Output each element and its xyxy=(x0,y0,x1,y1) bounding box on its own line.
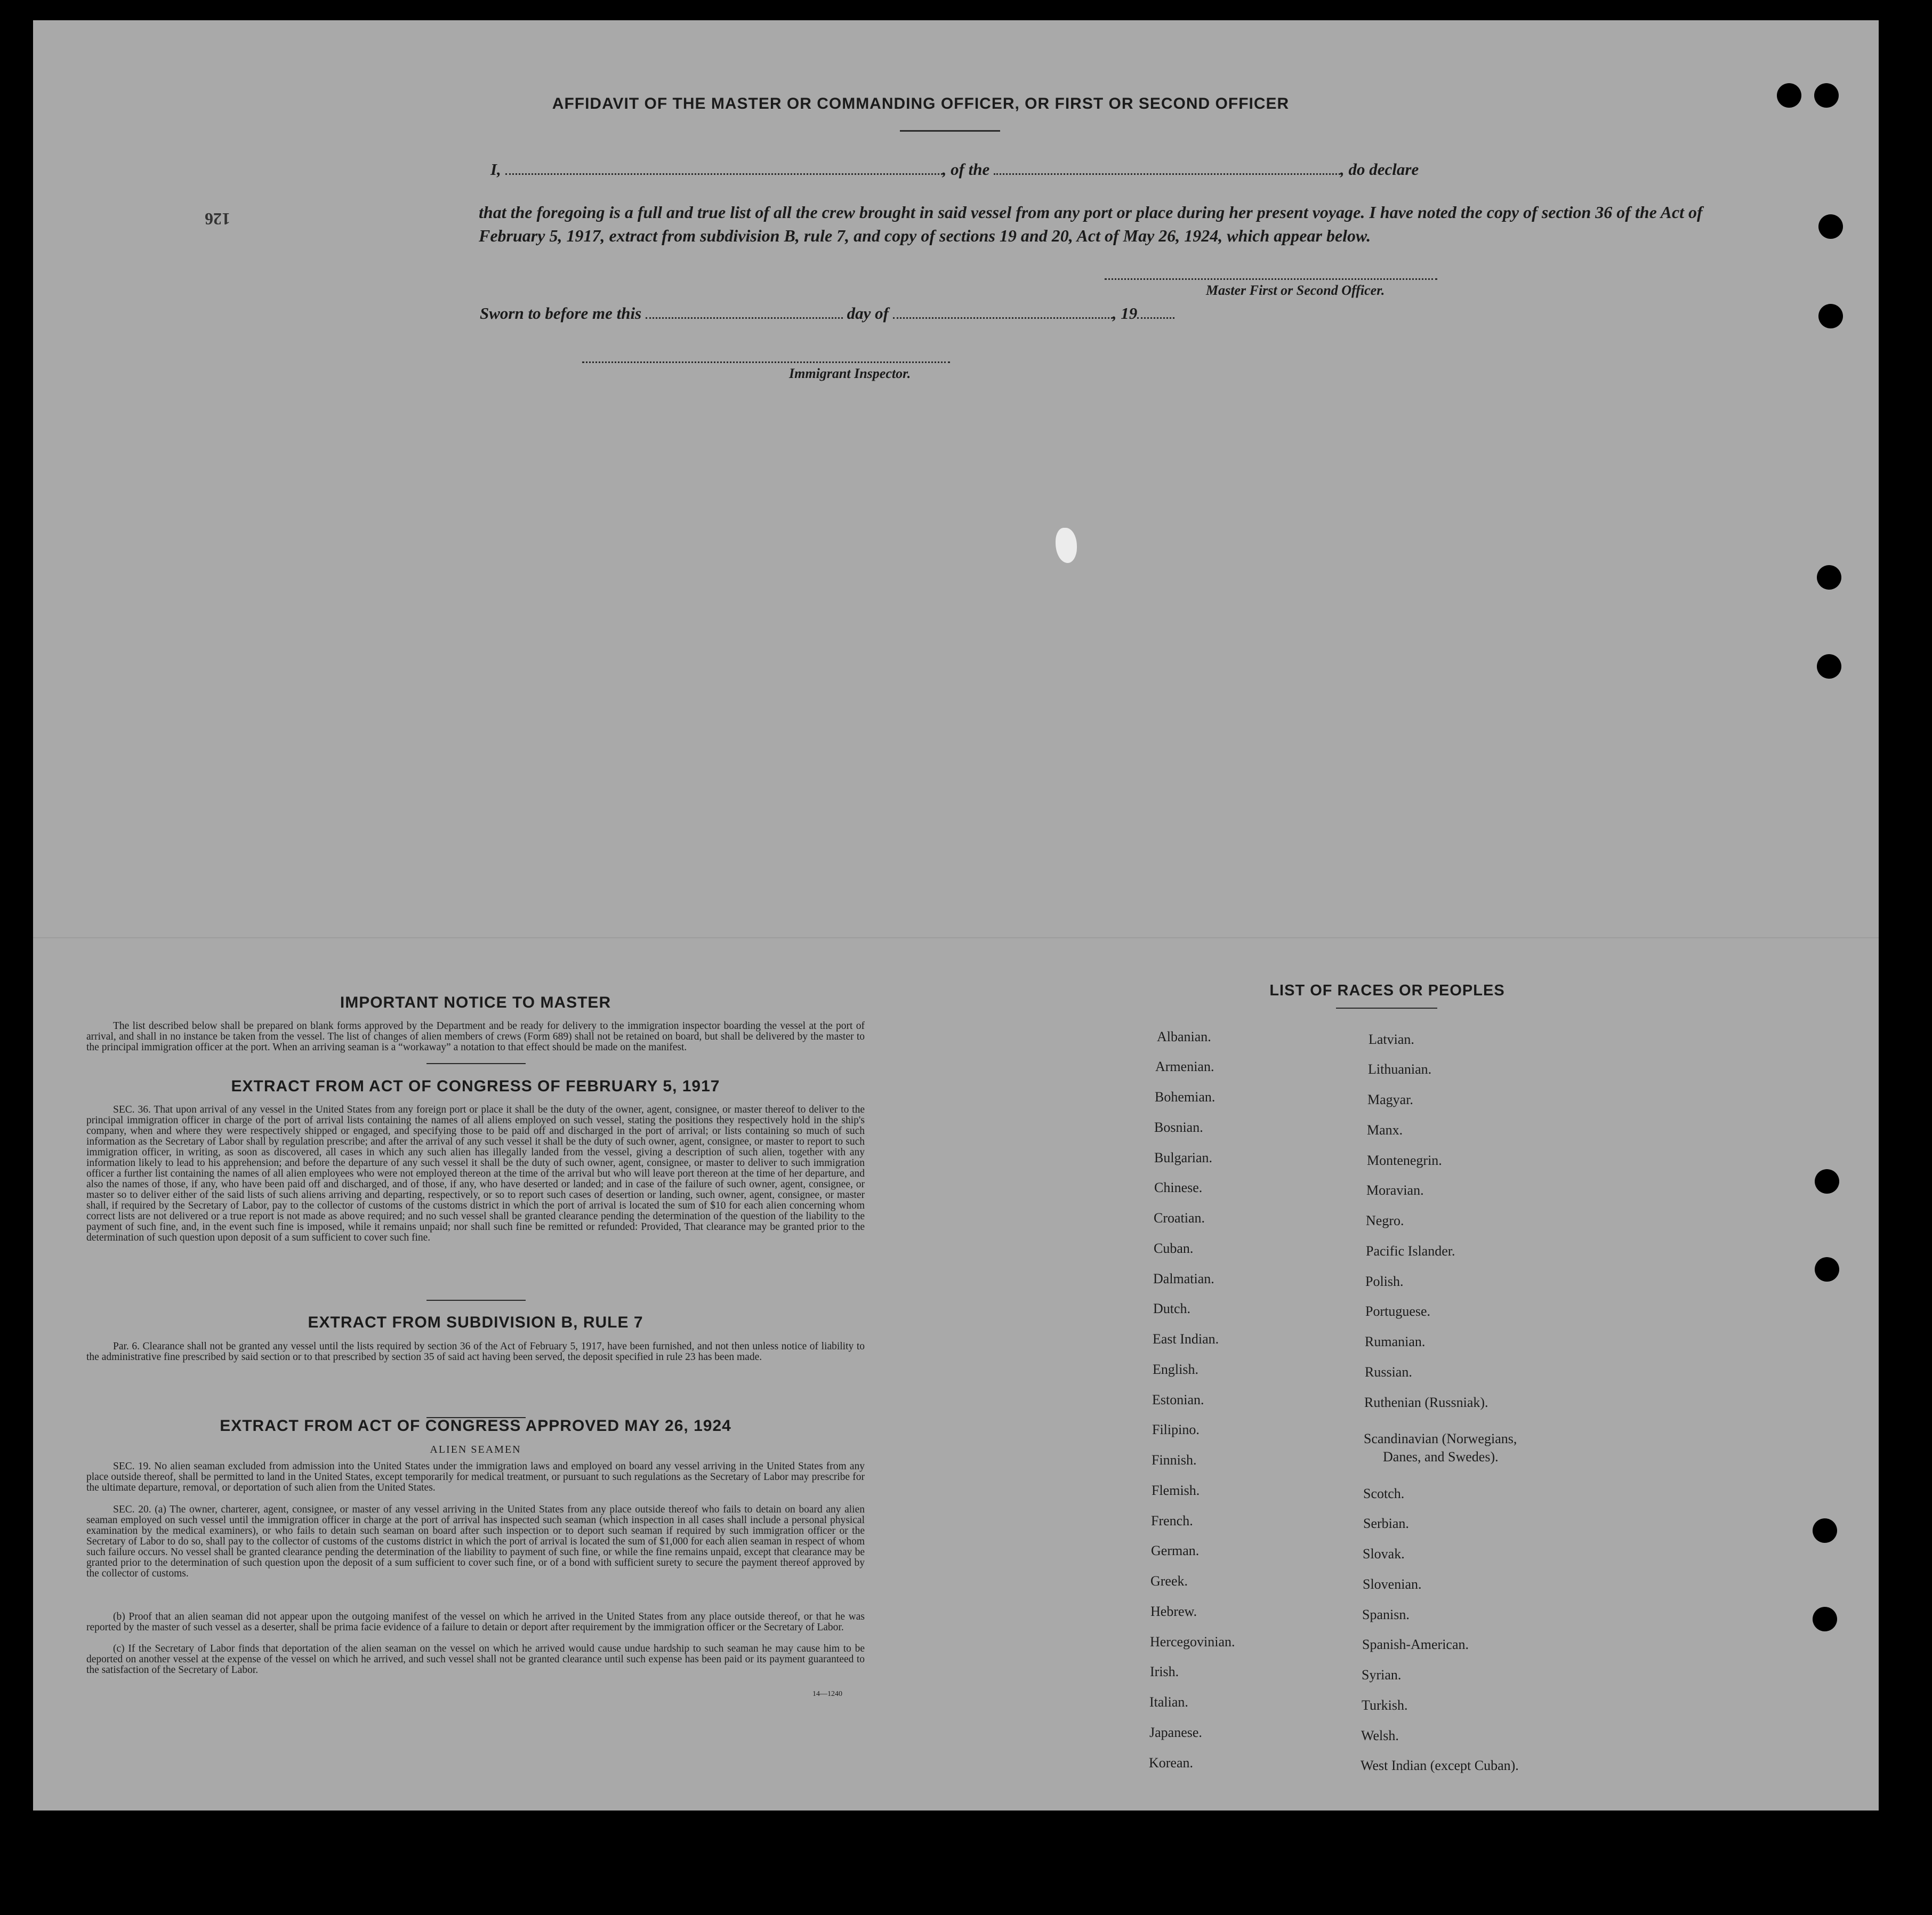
punch-hole xyxy=(1817,565,1841,590)
race-left: Korean. xyxy=(1149,1755,1194,1771)
race-right: Syrian. xyxy=(1362,1667,1402,1683)
affidavit-title: AFFIDAVIT OF THE MASTER OR COMMANDING OFFICER, OR FIRST OR SECOND OFFICER xyxy=(552,95,1290,112)
race-left: Hebrew. xyxy=(1150,1604,1197,1619)
punch-hole xyxy=(1815,1169,1839,1194)
race-left: Croatian. xyxy=(1154,1210,1205,1226)
punch-hole xyxy=(1817,654,1841,679)
race-right: Ruthenian (Russniak). xyxy=(1364,1395,1488,1410)
race-right: West Indian (except Cuban). xyxy=(1361,1758,1519,1773)
affidavit-body: that the foregoing is a full and true list of all the crew brought in said vessel from any port or place during her present voyage. I have noted the copy of section 36 of the Act of February 5, 1917, extract from subdivision B, rule 7, and copy of sections 19 and 20, Act of May 26, 1924, which appear below. xyxy=(479,203,1703,245)
race-right: Spanisn. xyxy=(1362,1607,1410,1622)
race-right: Turkish. xyxy=(1362,1697,1408,1713)
race-right: Magyar. xyxy=(1367,1092,1413,1107)
notice-rule xyxy=(426,1063,526,1064)
race-left: French. xyxy=(1151,1513,1193,1528)
race-right: Pacific Islander. xyxy=(1366,1243,1455,1259)
race-left: East Indian. xyxy=(1153,1331,1219,1347)
i-label: I, xyxy=(490,160,501,179)
race-right: Scotch. xyxy=(1363,1486,1405,1501)
extract-1924-sec19: SEC. 19. No alien seaman excluded from admission into the United States under the immigration laws and employed on board any vessel arriving in the United States from any place outside thereof, shall be permitted to land in the United States, except temporarily for medical treatment, or pursuant to such regulations as the Secretary of Labor may prescribe for the ultimate departure, removal, or deportation of such alien from the United States. xyxy=(86,1461,865,1493)
punch-hole xyxy=(1818,304,1843,328)
day-of-label: day of xyxy=(847,304,889,323)
race-left: Greek. xyxy=(1150,1573,1188,1589)
paper-blemish xyxy=(1056,528,1077,563)
race-left: Flemish. xyxy=(1152,1483,1200,1498)
extract-1924-title: EXTRACT FROM ACT OF CONGRESS APPROVED MAY 26, 1924 xyxy=(220,1417,731,1435)
race-left: Finnish. xyxy=(1152,1452,1197,1468)
race-left: Hercegovinian. xyxy=(1150,1634,1235,1650)
race-left: Chinese. xyxy=(1154,1180,1203,1195)
extract-1924-sec20b: (b) Proof that an alien seaman did not appear upon the outgoing manifest of the vessel on which he arrived in the United States from any place outside thereof, or that he was reported by the master of such vessel as a deserter, shall be prima facie evidence of a failure to detain or deport after requirement by the immigration officer or the Secretary of Labor. xyxy=(86,1611,865,1633)
extract-1917-rule xyxy=(426,1300,526,1301)
race-right: Montenegrin. xyxy=(1367,1153,1442,1168)
race-right: Serbian. xyxy=(1363,1516,1409,1531)
race-left: German. xyxy=(1151,1543,1200,1558)
race-right: Manx. xyxy=(1367,1122,1403,1138)
extract-1924-sec20a: SEC. 20. (a) The owner, charterer, agent, consignee, or master of any vessel arriving in the United States from any place outside thereof who fails to detain on board any alien seaman employed on such vessel until the immigration officer in charge at the port of arrival has inspected such seaman (which inspection in all cases shall include a personal physical examination by the medical examiners), or who fails to detain such seaman on board after such inspection or to deport such seaman if required by such immigration officer or the Secretary of Labor to do so, shall pay to the collector of customs of the customs district in which the port of arrival is located the sum of $1,000 for each alien seaman in respect of whom such failure occurs. No vessel shall be granted clearance pending the determination of the liability to payment of such fine, or while the fine remains unpaid, except that clearance may be granted prior to the determination of such question upon the deposit of a sum sufficient to cover such fine, or of a bond with sufficient surety to secure the payment thereof approved by the collector of customs. xyxy=(86,1504,865,1579)
punch-hole xyxy=(1818,214,1843,239)
race-left: Bosnian. xyxy=(1154,1120,1203,1135)
race-left: Filipino. xyxy=(1152,1422,1200,1437)
race-left: Estonian. xyxy=(1152,1392,1204,1407)
year-prefix: , 19 xyxy=(1112,304,1138,323)
race-left: Italian. xyxy=(1149,1694,1188,1710)
sworn-month-field xyxy=(893,305,1113,319)
extract-1917-text: SEC. 36. That upon arrival of any vessel in the United States from any foreign port or place it shall be the duty of the owner, agent, consignee, or master thereof to deliver to the principal immigration officer in charge of the port of arrival lists containing the names of all aliens employed on such vessel, stating the positions they respectively hold in the ship's company, when and where they were respectively shipped or engaged, and specifying those to be paid off and discharged in the port of arrival; or lists containing so much of such information as the Secretary of Labor shall by regulation prescribe; and after the arrival of any such vessel it shall be the duty of such owner, agent, consignee, or master to report to such immigration officer, in writing, as soon as discovered, all cases in which any such alien has illegally landed from the vessel, giving a description of such alien, together with any information likely to lead to his apprehension; and before the departure of any such vessel it shall be the duty of such owner, agent, consignee, or master to deliver to such immigration officer a further list containing the names of all alien employees who were not employed thereon at the time of the arrival but who will leave port thereon at the time of her departure, and also the names of those, if any, who have been paid off and discharged, and of those, if any, who have deserted or landed; and in case of the failure of such owner, agent, consignee, or master so to deliver either of the said lists of such aliens arriving and departing, respectively, or so to report such cases of desertion or landing, such owner, agent, consignee, or master shall, if required by the Secretary of Labor, pay to the collector of customs of the customs district in which the port of arrival is located the sum of $10 for each alien concerning whom correct lists are not delivered or a true report is not made as above required; and no such vessel shall be granted clearance pending the determination of the question of the liability to the payment of such fine, and, in the event such fine is imposed, while it remains unpaid; nor shall such fine be remitted or refunded: Provided, That clearance may be granted prior to the determination of such question upon deposit of a sum sufficient to cover such fine. xyxy=(86,1104,865,1243)
race-right: Danes, and Swedes). xyxy=(1383,1449,1499,1465)
race-left: Dutch. xyxy=(1153,1301,1191,1316)
race-right: Slovenian. xyxy=(1363,1576,1422,1592)
race-right: Lithuanian. xyxy=(1368,1061,1432,1077)
inspector-signature-line xyxy=(582,360,950,363)
document-page xyxy=(33,20,1879,1811)
race-left: Albanian. xyxy=(1157,1029,1211,1044)
punch-hole xyxy=(1813,1607,1837,1631)
punch-hole xyxy=(1814,83,1839,108)
race-left: English. xyxy=(1153,1362,1198,1377)
fold-line xyxy=(33,937,1879,938)
punch-hole xyxy=(1813,1518,1837,1543)
races-title: LIST OF RACES OR PEOPLES xyxy=(1269,982,1505,999)
sworn-year-field xyxy=(1137,305,1174,319)
race-left: Bulgarian. xyxy=(1154,1150,1213,1165)
race-left: Bohemian. xyxy=(1155,1089,1215,1105)
of-the-label: , of the xyxy=(942,160,990,179)
declarant-line xyxy=(490,160,1419,179)
sworn-label: Sworn to before me this xyxy=(480,304,642,323)
master-signature-label: Master First or Second Officer. xyxy=(1206,283,1385,298)
race-left: Cuban. xyxy=(1154,1241,1194,1256)
extract-1924-subtitle: ALIEN SEAMEN xyxy=(430,1444,521,1455)
race-right: Spanish-American. xyxy=(1362,1637,1469,1652)
declarant-name-field xyxy=(505,162,943,175)
sworn-day-field xyxy=(646,305,843,319)
sworn-line xyxy=(480,304,1174,323)
notice-title: IMPORTANT NOTICE TO MASTER xyxy=(340,994,611,1011)
extract-rule7-text: Par. 6. Clearance shall not be granted any vessel until the lists required by section 36 of the Act of February 5, 1917, have been furnished, and not then unless notice of liability to the administrative fine prescribed by said section or to that prescribed by section 35 of said act having been served, the deposit specified in rule 23 has been made. xyxy=(86,1341,865,1363)
punch-hole xyxy=(1815,1257,1839,1282)
race-left: Irish. xyxy=(1150,1664,1179,1679)
race-left: Japanese. xyxy=(1149,1725,1202,1740)
races-rule xyxy=(1336,1008,1437,1009)
race-right: Slovak. xyxy=(1363,1546,1405,1562)
title-rule xyxy=(900,130,1000,132)
extract-1917-title: EXTRACT FROM ACT OF CONGRESS OF FEBRUARY 5, 1917 xyxy=(231,1077,720,1095)
do-declare-label: , do declare xyxy=(1340,160,1419,179)
form-number: 14—1240 xyxy=(812,1690,842,1698)
race-left: Dalmatian. xyxy=(1153,1271,1214,1286)
race-right: Moravian. xyxy=(1366,1182,1424,1198)
race-right: Russian. xyxy=(1365,1364,1412,1380)
notice-text: The list described below shall be prepared on blank forms approved by the Department and be ready for delivery to the immigration inspector boarding the vessel at the port of arrival, and shall in no instance be taken from the vessel. The list of changes of alien members of crews (Form 689) shall not be retained on board, but shall be delivered by the master to the principal immigration officer at the port. When an arriving seaman is a “workaway” a notation to that effect should be made on the manifest. xyxy=(86,1020,865,1053)
race-right: Rumanian. xyxy=(1365,1334,1426,1349)
vessel-name-field xyxy=(994,162,1340,175)
extract-1924-sec20c: (c) If the Secretary of Labor finds that deportation of the alien seaman on the vessel on which he arrived would cause undue hardship to such seaman he may cause him to be deported on another vessel at the expense of the vessel on which he arrived, and such vessel shall not be granted clearance until such expense has been paid or its payment guaranteed to the satisfaction of the Secretary of Labor. xyxy=(86,1643,865,1676)
race-right: Polish. xyxy=(1365,1274,1404,1289)
race-right: Portuguese. xyxy=(1365,1304,1431,1319)
inspector-label: Immigrant Inspector. xyxy=(789,366,911,381)
race-right: Latvian. xyxy=(1368,1032,1414,1047)
master-signature-line xyxy=(1105,277,1437,280)
race-right: Negro. xyxy=(1366,1213,1404,1228)
margin-number: 126 xyxy=(205,210,230,229)
race-left: Armenian. xyxy=(1155,1059,1214,1074)
extract-rule7-title: EXTRACT FROM SUBDIVISION B, RULE 7 xyxy=(308,1314,643,1331)
race-right: Welsh. xyxy=(1361,1728,1399,1743)
race-right: Scandinavian (Norwegians, xyxy=(1364,1431,1517,1446)
punch-hole xyxy=(1777,83,1801,108)
